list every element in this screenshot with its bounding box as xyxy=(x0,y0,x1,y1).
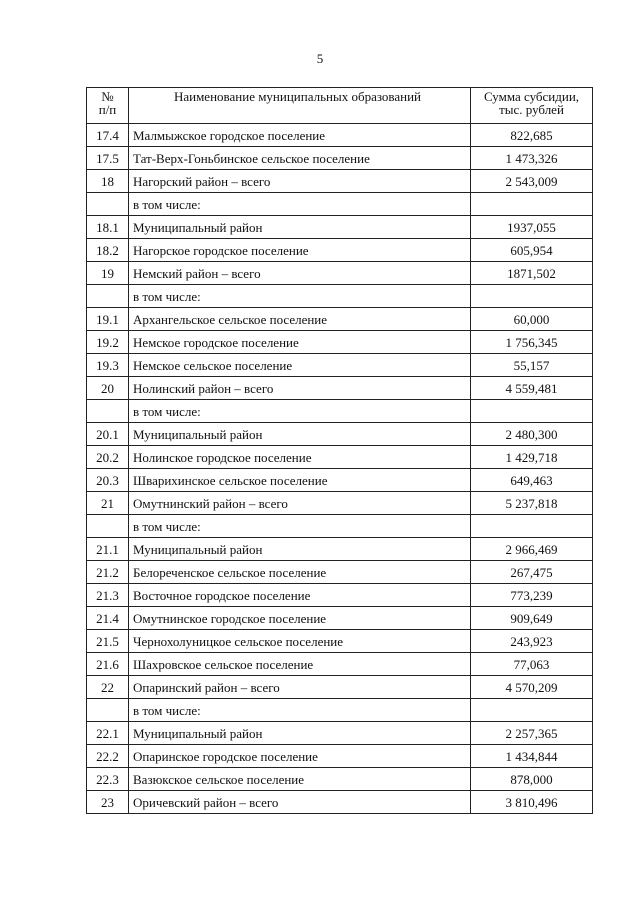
table-row xyxy=(87,469,593,492)
table-row xyxy=(87,400,593,423)
row-name: Тат-Верх-Гоньбинское сельское поселение xyxy=(129,147,471,170)
table-row xyxy=(87,538,593,561)
table-row xyxy=(87,791,593,814)
row-name: Муниципальный район xyxy=(129,216,471,239)
row-number: 20.3 xyxy=(87,469,129,492)
row-sum xyxy=(471,400,593,423)
row-sum: 773,239 xyxy=(471,584,593,607)
header-sum xyxy=(471,88,593,124)
table-row xyxy=(87,630,593,653)
row-name: Муниципальный район xyxy=(129,722,471,745)
header-name: Наименование муниципальных образований xyxy=(129,88,471,124)
row-number xyxy=(87,285,129,308)
row-name: Немский район – всего xyxy=(129,262,471,285)
row-number: 21.4 xyxy=(87,607,129,630)
row-number: 21 xyxy=(87,492,129,515)
table-row xyxy=(87,216,593,239)
table-row xyxy=(87,492,593,515)
table-row xyxy=(87,446,593,469)
header-sum-line2: тыс. рублей xyxy=(499,102,564,117)
row-number xyxy=(87,193,129,216)
row-sum: 2 480,300 xyxy=(471,423,593,446)
row-number: 18.2 xyxy=(87,239,129,262)
row-number: 20.1 xyxy=(87,423,129,446)
row-name: Муниципальный район xyxy=(129,423,471,446)
row-sum xyxy=(471,699,593,722)
row-sum: 5 237,818 xyxy=(471,492,593,515)
row-sum: 4 570,209 xyxy=(471,676,593,699)
table-header-row xyxy=(87,88,593,124)
table-row xyxy=(87,262,593,285)
row-number: 18 xyxy=(87,170,129,193)
row-name: Омутнинский район – всего xyxy=(129,492,471,515)
row-name: Нагорский район – всего xyxy=(129,170,471,193)
header-number-line2: п/п xyxy=(98,102,117,117)
row-name: Нагорское городское поселение xyxy=(129,239,471,262)
row-name: Шварихинское сельское поселение xyxy=(129,469,471,492)
row-sum: 822,685 xyxy=(471,124,593,147)
table-row xyxy=(87,308,593,331)
row-name: Белореченское сельское поселение xyxy=(129,561,471,584)
row-name: Омутнинское городское поселение xyxy=(129,607,471,630)
row-name: в том числе: xyxy=(129,400,471,423)
row-sum: 1 429,718 xyxy=(471,446,593,469)
row-number xyxy=(87,699,129,722)
row-sum: 1 756,345 xyxy=(471,331,593,354)
row-sum xyxy=(471,285,593,308)
row-name: Вазюкское сельское поселение xyxy=(129,768,471,791)
header-sum-line1: Сумма субсидии, xyxy=(483,89,580,104)
page-number: 5 xyxy=(316,51,324,66)
table-row xyxy=(87,768,593,791)
row-number: 19.2 xyxy=(87,331,129,354)
row-name: Архангельское сельское поселение xyxy=(129,308,471,331)
table-body xyxy=(87,124,593,814)
row-sum: 243,923 xyxy=(471,630,593,653)
table-row xyxy=(87,561,593,584)
row-number: 17.4 xyxy=(87,124,129,147)
row-sum: 77,063 xyxy=(471,653,593,676)
row-number xyxy=(87,515,129,538)
row-number: 21.5 xyxy=(87,630,129,653)
table-row xyxy=(87,584,593,607)
row-name: Муниципальный район xyxy=(129,538,471,561)
row-number: 22.1 xyxy=(87,722,129,745)
row-name: Шахровское сельское поселение xyxy=(129,653,471,676)
row-name: Восточное городское поселение xyxy=(129,584,471,607)
row-number: 19.1 xyxy=(87,308,129,331)
row-name: в том числе: xyxy=(129,285,471,308)
row-number: 22.3 xyxy=(87,768,129,791)
table-row xyxy=(87,124,593,147)
table-row xyxy=(87,147,593,170)
header-number xyxy=(87,88,129,124)
row-sum: 605,954 xyxy=(471,239,593,262)
row-number: 19 xyxy=(87,262,129,285)
row-number: 20.2 xyxy=(87,446,129,469)
row-sum: 55,157 xyxy=(471,354,593,377)
row-sum xyxy=(471,515,593,538)
row-name: Немское сельское поселение xyxy=(129,354,471,377)
row-sum: 2 257,365 xyxy=(471,722,593,745)
table-row xyxy=(87,331,593,354)
table-row xyxy=(87,170,593,193)
row-sum: 2 966,469 xyxy=(471,538,593,561)
row-number: 21.6 xyxy=(87,653,129,676)
row-sum: 649,463 xyxy=(471,469,593,492)
table-row xyxy=(87,285,593,308)
row-sum: 1 434,844 xyxy=(471,745,593,768)
row-name: Нолинский район – всего xyxy=(129,377,471,400)
table-row xyxy=(87,722,593,745)
row-number: 22 xyxy=(87,676,129,699)
row-number: 21.2 xyxy=(87,561,129,584)
row-number: 18.1 xyxy=(87,216,129,239)
table-row xyxy=(87,607,593,630)
row-name: Опаринское городское поселение xyxy=(129,745,471,768)
table-row xyxy=(87,239,593,262)
table-row xyxy=(87,676,593,699)
table-row xyxy=(87,653,593,676)
row-sum: 909,649 xyxy=(471,607,593,630)
row-number: 21.3 xyxy=(87,584,129,607)
table-row xyxy=(87,377,593,400)
row-sum: 267,475 xyxy=(471,561,593,584)
header-number-line1: № xyxy=(101,89,114,104)
row-sum: 3 810,496 xyxy=(471,791,593,814)
subsidy-table xyxy=(86,87,593,814)
row-number: 17.5 xyxy=(87,147,129,170)
row-sum: 4 559,481 xyxy=(471,377,593,400)
row-number: 21.1 xyxy=(87,538,129,561)
row-name: Немское городское поселение xyxy=(129,331,471,354)
row-name: в том числе: xyxy=(129,515,471,538)
row-name: Нолинское городское поселение xyxy=(129,446,471,469)
row-name: в том числе: xyxy=(129,699,471,722)
row-number xyxy=(87,400,129,423)
row-sum: 878,000 xyxy=(471,768,593,791)
row-name: в том числе: xyxy=(129,193,471,216)
table-row xyxy=(87,699,593,722)
row-name: Опаринский район – всего xyxy=(129,676,471,699)
table-row xyxy=(87,745,593,768)
row-number: 22.2 xyxy=(87,745,129,768)
row-sum xyxy=(471,193,593,216)
row-number: 20 xyxy=(87,377,129,400)
row-sum: 1871,502 xyxy=(471,262,593,285)
table-row xyxy=(87,354,593,377)
table-row xyxy=(87,423,593,446)
row-number: 19.3 xyxy=(87,354,129,377)
row-sum: 2 543,009 xyxy=(471,170,593,193)
row-sum: 1 473,326 xyxy=(471,147,593,170)
row-sum: 60,000 xyxy=(471,308,593,331)
row-name: Малмыжское городское поселение xyxy=(129,124,471,147)
row-name: Чернохолуницкое сельское поселение xyxy=(129,630,471,653)
row-sum: 1937,055 xyxy=(471,216,593,239)
row-name: Оричевский район – всего xyxy=(129,791,471,814)
row-number: 23 xyxy=(87,791,129,814)
table-row xyxy=(87,515,593,538)
table-row xyxy=(87,193,593,216)
